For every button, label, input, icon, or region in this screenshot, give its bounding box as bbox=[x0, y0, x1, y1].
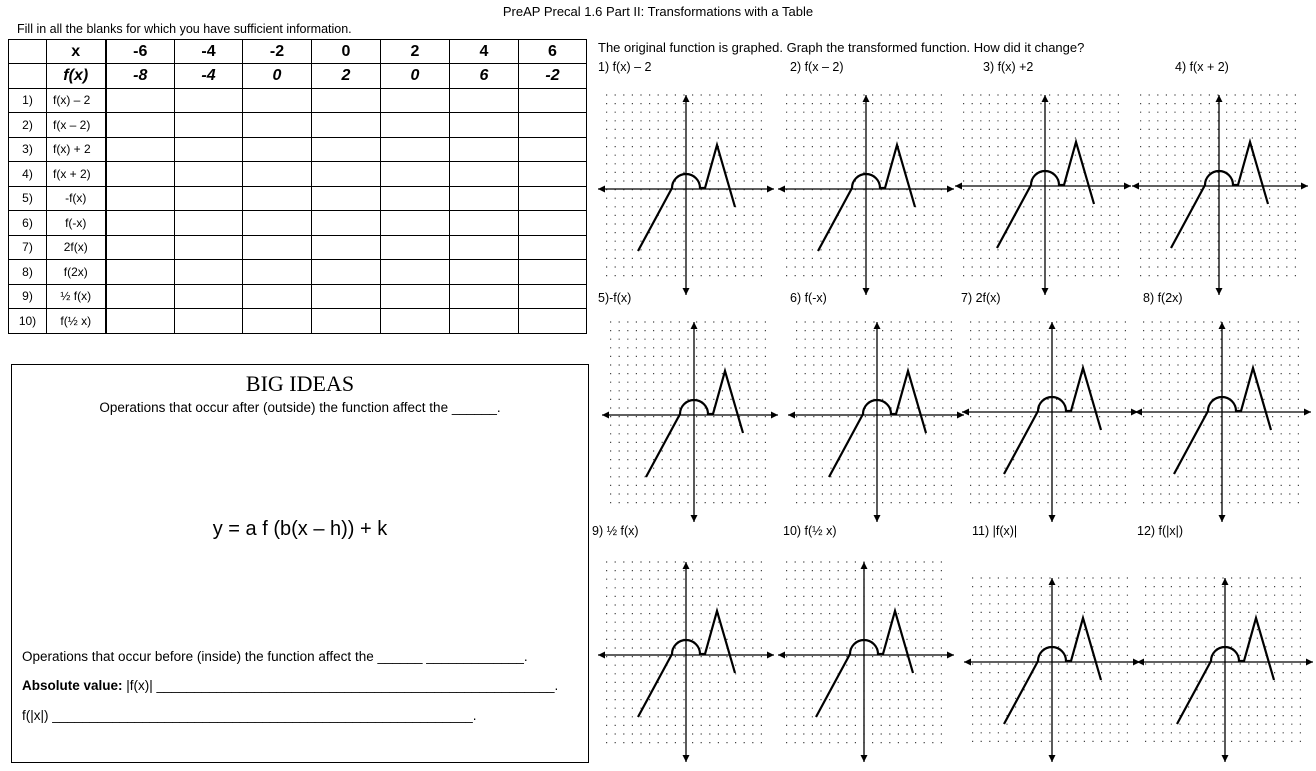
graph-label: 1) f(x) – 2 bbox=[598, 60, 652, 74]
row-number-cell: 10) bbox=[9, 309, 47, 334]
row-label-cell: ½ f(x) bbox=[47, 284, 106, 309]
fx-value-cell: 6 bbox=[450, 64, 519, 89]
x-value-cell: 6 bbox=[519, 40, 587, 64]
row-number-cell: 6) bbox=[9, 211, 47, 236]
row-label-cell: f(x) + 2 bbox=[47, 137, 106, 162]
row-label-cell: 2f(x) bbox=[47, 235, 106, 260]
x-value-cell: 2 bbox=[381, 40, 450, 64]
x-value-cell: 4 bbox=[450, 40, 519, 64]
after-operations-text: Operations that occur after (outside) the function affect the ______. bbox=[99, 400, 501, 415]
graph-label: 12) f(|x|) bbox=[1137, 524, 1184, 538]
x-header-cell: x bbox=[47, 40, 106, 64]
graph-label: 2) f(x – 2) bbox=[790, 60, 844, 74]
graph-label: 7) 2f(x) bbox=[961, 291, 1001, 305]
graph-label: 11) |f(x)| bbox=[972, 524, 1018, 538]
x-value-cell: -2 bbox=[243, 40, 312, 64]
row-number-cell: 7) bbox=[9, 235, 47, 260]
fx-value-cell: -4 bbox=[175, 64, 243, 89]
row-number-cell: 3) bbox=[9, 137, 47, 162]
fx-value-cell: -8 bbox=[106, 64, 175, 89]
graph-label: 10) f(½ x) bbox=[783, 524, 837, 538]
f-abs-x-line: f(|x|) ________________________________________________________. bbox=[22, 708, 477, 723]
fx-value-cell: -2 bbox=[519, 64, 587, 89]
x-value-cell: -6 bbox=[106, 40, 175, 64]
fx-value-cell: 2 bbox=[312, 64, 381, 89]
row-label-cell: f(2x) bbox=[47, 260, 106, 285]
row-label-cell: f(-x) bbox=[47, 211, 106, 236]
axes bbox=[1137, 578, 1313, 762]
grid-dots bbox=[1145, 578, 1301, 741]
x-value-cell: 0 bbox=[312, 40, 381, 64]
row-label-cell: f(x) – 2 bbox=[47, 88, 106, 113]
big-ideas-title: BIG IDEAS bbox=[245, 371, 355, 396]
row-number-cell: 9) bbox=[9, 284, 47, 309]
row-label-cell: -f(x) bbox=[47, 186, 106, 211]
fx-value-cell: 0 bbox=[381, 64, 450, 89]
grid-dot-pattern bbox=[1145, 578, 1301, 741]
graph-label: 5)-f(x) bbox=[598, 291, 632, 305]
graph-label: 6) f(-x) bbox=[790, 291, 827, 305]
graph-label: 3) f(x) +2 bbox=[983, 60, 1034, 74]
absolute-value-label: Absolute value: bbox=[22, 678, 123, 693]
row-number-cell: 1) bbox=[9, 88, 47, 113]
graph-label: 4) f(x + 2) bbox=[1175, 60, 1229, 74]
row-number-cell: 4) bbox=[9, 162, 47, 187]
row-label-cell: f(x – 2) bbox=[47, 113, 106, 138]
fx-header-cell: f(x) bbox=[47, 64, 106, 89]
transformation-equation: y = a f (b(x – h)) + k bbox=[212, 518, 388, 540]
fx-value-cell: 0 bbox=[243, 64, 312, 89]
before-operations-text: Operations that occur before (inside) the function affect the ______ _____________. bbox=[22, 649, 528, 664]
table-instructions: Fill in all the blanks for which you have sufficient information. bbox=[17, 22, 352, 36]
graphs-instructions: The original function is graphed. Graph the transformed function. How did it change? bbox=[598, 40, 1085, 55]
row-label-cell: f(x + 2) bbox=[47, 162, 106, 187]
row-label-cell: f(½ x) bbox=[47, 309, 106, 334]
document-title: PreAP Precal 1.6 Part II: Transformations with a Table bbox=[502, 4, 814, 19]
graph-label: 8) f(2x) bbox=[1143, 291, 1183, 305]
graph-label: 9) ½ f(x) bbox=[592, 524, 639, 538]
row-number-cell: 2) bbox=[9, 113, 47, 138]
row-number-cell: 8) bbox=[9, 260, 47, 285]
x-value-cell: -4 bbox=[175, 40, 243, 64]
row-number-cell: 5) bbox=[9, 186, 47, 211]
absolute-value-blank: |f(x)| _____________________________________________________. bbox=[122, 678, 559, 693]
